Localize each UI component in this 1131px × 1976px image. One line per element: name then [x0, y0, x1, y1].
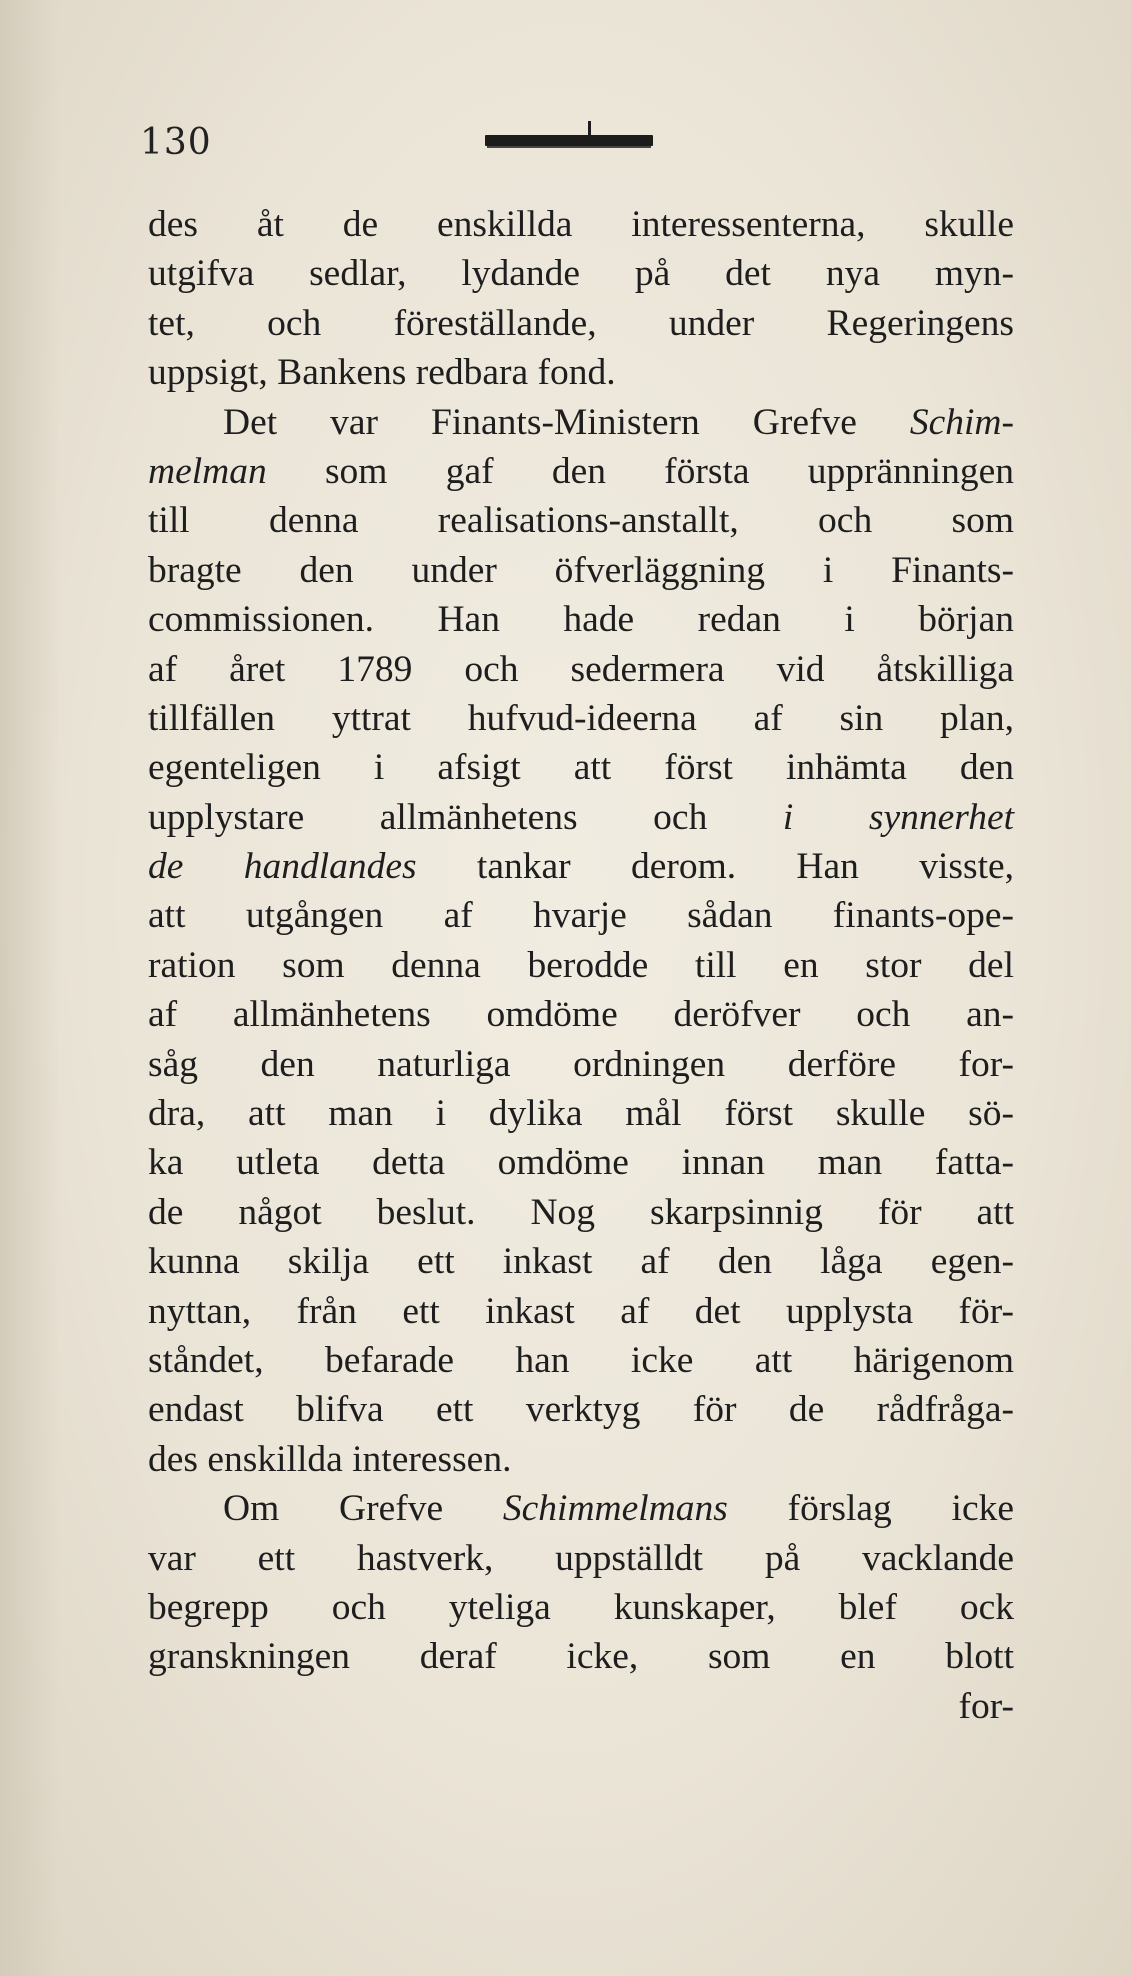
paragraph-end-line: des enskillda interessen. [148, 1438, 512, 1480]
page-number: 130 [140, 122, 212, 163]
paragraph-start-line: Det var Finants-Ministern Grefve Schim- [223, 401, 1014, 443]
text-line: dra, att man i dylika mål först skulle sö- [148, 1093, 1014, 1135]
text-line: tillfällen yttrat hufvud-ideerna af sin plan, [148, 697, 1014, 739]
text-line: tet, och föreställande, under Regeringens [148, 302, 1014, 344]
italic-phrase: i synnerhet [782, 796, 1015, 838]
paragraph-end-line: uppsigt, Bankens redbara fond. [148, 352, 616, 394]
text-line: till denna realisations-anstallt, och som [148, 500, 1014, 542]
text-line: nyttan, från ett inkast af det upplysta för- [148, 1290, 1014, 1332]
text-line: de något beslut. Nog skarpsinnig för att [148, 1191, 1014, 1233]
text-line: af allmänhetens omdöme deröfver och an- [148, 994, 1014, 1036]
text-line: melman som gaf den första uppränningen [148, 450, 1014, 492]
text-line: commissionen. Han hade redan i början [148, 599, 1014, 641]
text-line: ståndet, befarade han icke att härigenom [148, 1339, 1014, 1381]
text-line: begrepp och yteliga kunskaper, blef ock [148, 1586, 1014, 1628]
text-line: såg den naturliga ordningen derföre for- [148, 1043, 1014, 1085]
header-rule [485, 135, 653, 146]
header-rule-tick [588, 121, 591, 137]
text-line: upplystare allmänhetens och i synnerhet [148, 796, 1015, 838]
text-line: att utgången af hvarje sådan finants-ope- [148, 895, 1014, 937]
text-line: utgifva sedlar, lydande på det nya myn- [148, 253, 1014, 295]
text-line: de handlandes tankar derom. Han visste, [148, 846, 1015, 888]
text-line: kunna skilja ett inkast af den låga egen- [148, 1241, 1014, 1283]
text-line: ration som denna berodde till en stor del [148, 944, 1014, 986]
text-line: egenteligen i afsigt att först inhämta den [148, 747, 1014, 789]
italic-phrase: de handlandes [148, 846, 417, 888]
body-text [148, 200, 1014, 1731]
italic-name: melman [148, 450, 267, 492]
italic-name: Schim- [909, 401, 1014, 443]
paragraph-start-line: Om Grefve Schimmelmans förslag icke [223, 1488, 1014, 1530]
catchword: for- [958, 1685, 1014, 1727]
text-line: af året 1789 och sedermera vid åtskilliga [148, 648, 1014, 690]
text-line: granskningen deraf icke, som en blott [148, 1636, 1014, 1678]
text-line: bragte den under öfverläggning i Finants- [148, 549, 1014, 591]
text-line: endast blifva ett verktyg för de rådfråga- [148, 1389, 1014, 1431]
text-line: des åt de enskillda interessenterna, skulle [148, 204, 1014, 245]
italic-name: Schimmelmans [502, 1488, 728, 1530]
text-line: ka utleta detta omdöme innan man fatta- [148, 1142, 1014, 1184]
text-line: var ett hastverk, uppställdt på vacklande [148, 1537, 1014, 1579]
page-edge-shadow [0, 0, 60, 1976]
